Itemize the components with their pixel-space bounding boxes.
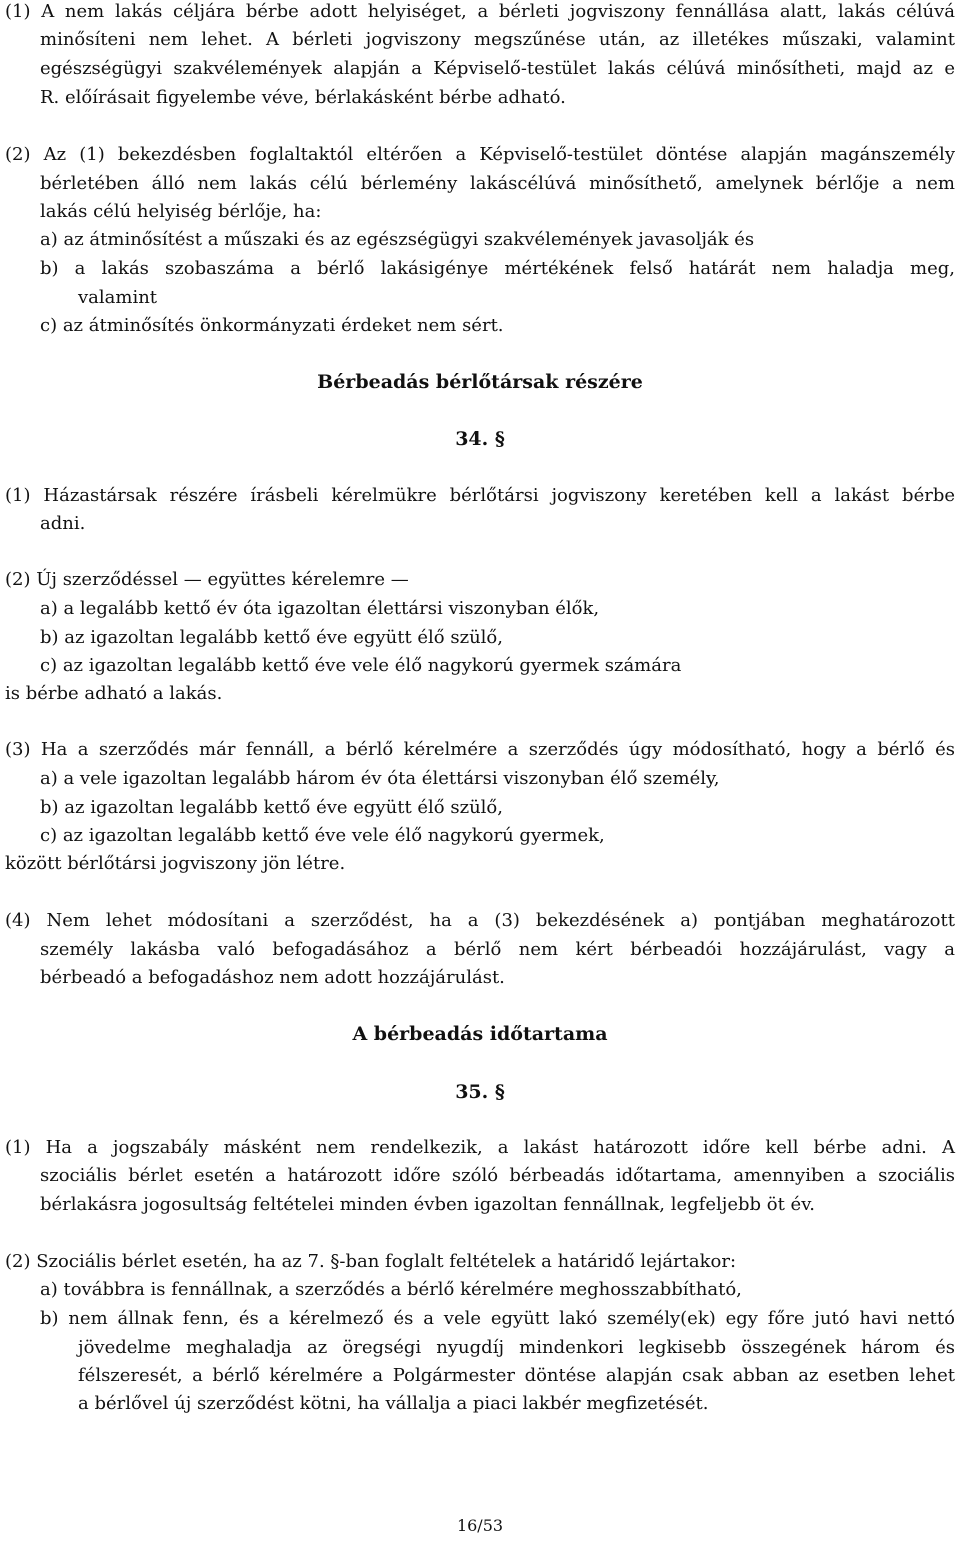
- list-item-continuation: félszeresét, a bérlő kérelmére a Polgármester döntése alapján csak abban az esetben lehet: [78, 1365, 955, 1386]
- paragraph-line: (2) Az (1) bekezdésben foglaltaktól eltérően a Képviselő-testület döntése alapján magánszemély: [5, 144, 955, 165]
- paragraph-line: között bérlőtársi jogviszony jön létre.: [5, 853, 346, 874]
- page-number: 16/53: [456, 1516, 504, 1535]
- paragraph-line: R. előírásait figyelembe véve, bérlakásként bérbe adható.: [40, 87, 566, 108]
- paragraph-line: (1) A nem lakás céljára bérbe adott helyiséget, a bérleti jogviszony fennállása alatt, lakás célúvá: [5, 1, 955, 22]
- paragraph-line: (3) Ha a szerződés már fennáll, a bérlő kérelmére a szerződés úgy módosítható, hogy a bérlő és: [5, 739, 955, 760]
- paragraph-line: is bérbe adható a lakás.: [5, 683, 223, 704]
- paragraph-line: bérlakásra jogosultság feltételei minden évben igazoltan fennállnak, legfeljebb öt év.: [40, 1194, 815, 1215]
- paragraph-line: adni.: [40, 513, 86, 534]
- section-number: 35. §: [455, 1081, 505, 1103]
- list-item-a: a) a legalább kettő év óta igazoltan élettársi viszonyban élők,: [40, 598, 600, 619]
- paragraph-line: lakás célú helyiség bérlője, ha:: [40, 201, 322, 222]
- list-item-continuation: a bérlővel új szerződést kötni, ha vállalja a piaci lakbér megfizetését.: [78, 1393, 709, 1414]
- list-item-b: b) az igazoltan legalább kettő éve együtt élő szülő,: [40, 797, 503, 818]
- paragraph-line: (4) Nem lehet módosítani a szerződést, ha a (3) bekezdésének a) pontjában meghatározott: [5, 910, 955, 931]
- section-number: 34. §: [455, 428, 505, 450]
- paragraph-line: személy lakásba való befogadásához a bérlő nem kért bérbeadói hozzájárulást, vagy a: [40, 939, 955, 960]
- list-item-c: c) az igazoltan legalább kettő éve vele élő nagykorú gyermek,: [40, 825, 605, 846]
- paragraph-line: (1) Ha a jogszabály másként nem rendelkezik, a lakást határozott időre kell bérbe adni. A: [5, 1137, 955, 1158]
- section-heading: A bérbeadás időtartama: [352, 1023, 608, 1045]
- paragraph-line: minősíteni nem lehet. A bérleti jogviszony megszűnése után, az illetékes műszaki, valamint: [40, 29, 955, 50]
- paragraph-line: bérbeadó a befogadáshoz nem adott hozzájárulást.: [40, 967, 505, 988]
- list-item-continuation: valamint: [78, 287, 158, 308]
- section-heading: Bérbeadás bérlőtársak részére: [317, 371, 643, 393]
- list-item-b: b) a lakás szobaszáma a bérlő lakásigénye mértékének felső határát nem haladja meg,: [40, 258, 955, 279]
- list-item-b: b) nem állnak fenn, és a kérelmező és a vele együtt lakó személy(ek) egy főre jutó havi nettó: [40, 1308, 955, 1329]
- paragraph-line: (1) Házastársak részére írásbeli kérelmükre bérlőtársi jogviszony keretében kell a lakást bérbe: [5, 485, 955, 506]
- paragraph-line: egészségügyi szakvélemények alapján a Képviselő-testület lakás célúvá minősítheti, majd az e: [40, 58, 955, 79]
- paragraph-line: (2) Új szerződéssel — együttes kérelemre —: [5, 569, 409, 590]
- paragraph-line: szociális bérlet esetén a határozott időre szóló bérbeadás időtartama, amennyiben a szociális: [40, 1165, 955, 1186]
- list-item-b: b) az igazoltan legalább kettő éve együtt élő szülő,: [40, 627, 503, 648]
- list-item-c: c) az igazoltan legalább kettő éve vele élő nagykorú gyermek számára: [40, 655, 682, 676]
- list-item-a: a) a vele igazoltan legalább három év óta élettársi viszonyban élő személy,: [40, 768, 720, 789]
- list-item-a: a) továbbra is fennállnak, a szerződés a bérlő kérelmére meghosszabbítható,: [40, 1279, 742, 1300]
- paragraph-line: (2) Szociális bérlet esetén, ha az 7. §-ban foglalt feltételek a határidő lejártakor:: [5, 1251, 737, 1272]
- list-item-continuation: jövedelme meghaladja az öregségi nyugdíj mindenkori legkisebb összegének három és: [78, 1337, 955, 1358]
- list-item-a: a) az átminősítést a műszaki és az egészségügyi szakvélemények javasolják és: [40, 229, 755, 250]
- paragraph-line: bérletében álló nem lakás célú bérlemény lakáscélúvá minősíthető, amelynek bérlője a nem: [40, 173, 955, 194]
- list-item-c: c) az átminősítés önkormányzati érdeket nem sért.: [40, 315, 504, 336]
